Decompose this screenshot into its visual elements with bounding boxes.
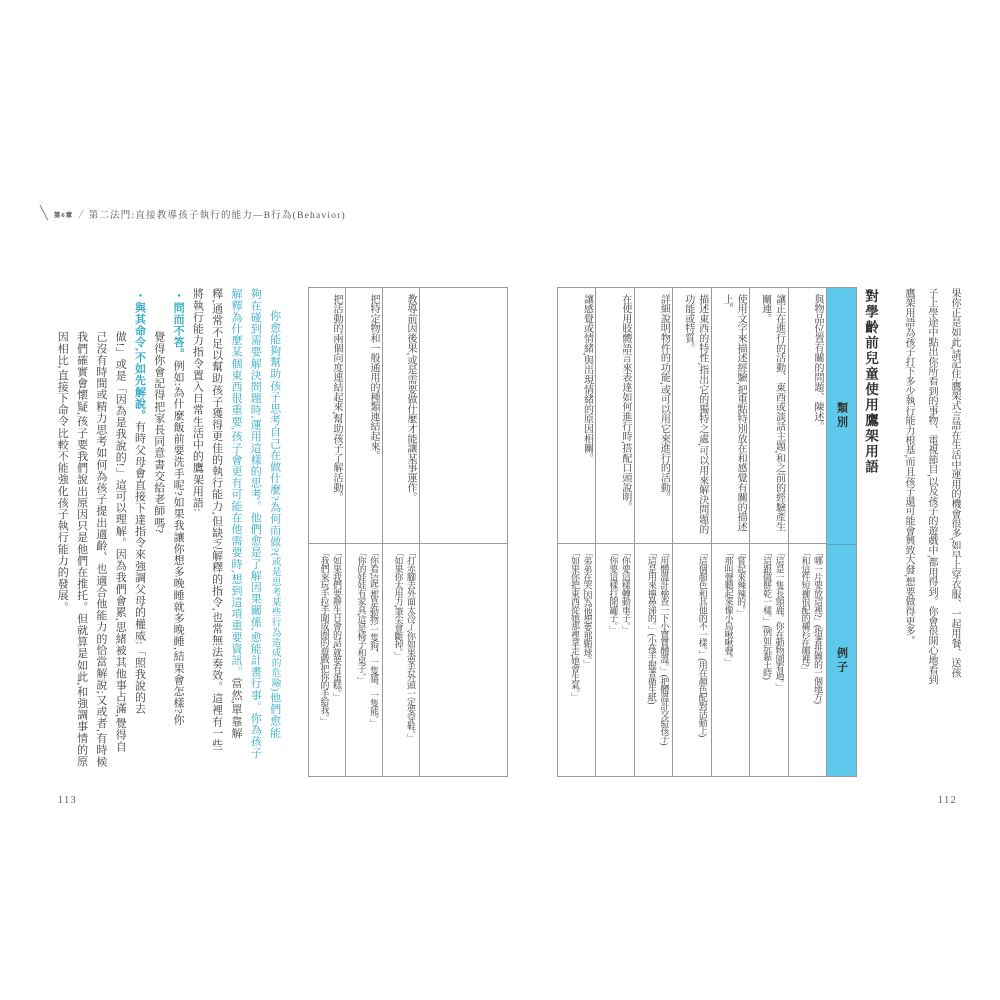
scaffold-table (557, 287, 857, 777)
body-line (187, 288, 206, 785)
empty-example-cell (420, 544, 507, 776)
body-text: 例如:為什麼飯前要洗手呢?如果我讓你想多晚睡就多晚睡,結果會怎樣?你 (172, 359, 185, 726)
body-text: 我們確實會懷疑,孩子要我們說出原因只是他們在推托。但就算是如此,和強調事情的原 (75, 331, 88, 767)
body-line (52, 288, 71, 785)
category-cell: 把特定物和一般通用的種類連結起來。 (346, 288, 382, 544)
table-header-category-cell (827, 288, 856, 545)
page-number-right: 112 (938, 795, 958, 806)
body-line (71, 288, 90, 785)
example-cell (596, 544, 633, 776)
intro-line: 子上學途中點出你所看到的事物、電視節目,以及孩子的遊戲中,都用得到。你會很開心地看到 (926, 288, 937, 685)
table-row (634, 288, 672, 776)
left-page-body (52, 288, 284, 785)
example-cell (383, 544, 419, 776)
category-cell: 讓正在進行的活動、東西或談話主題,和之前的經驗產生關連。 (750, 288, 787, 544)
highlighted-text: 解釋為什麼某個東西很重要,孩子會更有可能在他需要時,想到這項重要資訊。 (229, 288, 242, 678)
table-header-example-cell (827, 545, 856, 776)
example-line: 「我們來玩手拉手圍成圈的遊戲,把你的手給我。」 (319, 548, 330, 726)
table-row (382, 288, 419, 776)
table-header-category-label: 類別 (835, 402, 848, 430)
example-cell (789, 544, 826, 776)
table-title: 對學齡前兒童使用鷹架用語 (863, 289, 878, 475)
highlighted-text: 夠在碰到需要解決問題時,運用這樣的思考。他們愈是了解因果關係,愈能計畫行事。你為孩子 (249, 288, 262, 759)
table-row (711, 288, 749, 776)
example-line: 「如果你太用力,筆尖會斷掉。」 (393, 548, 404, 660)
running-head (40, 206, 346, 222)
bullet-line (129, 288, 148, 785)
example-line: 「你要這樣轉動車子。」 (620, 548, 631, 634)
example-cell (712, 544, 749, 776)
category-cell: 教導前因後果,或是需要做什麼才能讓某事運作。 (383, 288, 419, 544)
example-line: 「你要這樣打開罐子。」 (608, 548, 619, 634)
example-line: 「你的娃娃有家具,這是椅子和桌子。」 (356, 548, 367, 685)
example-line: 「這個顏色和其他的不一樣。」(用在顏色配對活動上) (697, 548, 708, 737)
body-text: 有時父母會直接下達指令來強調父母的權威:「照我說的去 (133, 420, 146, 715)
table-header-column (826, 288, 856, 776)
example-line: 「這跟做餅乾一樣。」(例如玩黏土時) (762, 548, 773, 680)
example-cell (309, 544, 345, 776)
example-line: 「如果我們要辦生日會的話,就要有蛋糕。」 (332, 548, 342, 701)
example-cell (558, 544, 595, 776)
body-line (148, 288, 167, 785)
body-line (245, 288, 264, 785)
bullet-lead-text: ・與其命令,不如先解說。 (133, 290, 146, 421)
body-line (264, 288, 283, 785)
category-cell: 使用文字來描述經驗,把重點特別放在和感覺有關的描述上。 (712, 288, 749, 544)
bullet-lead-text: ・問而不答。 (172, 290, 185, 360)
example-line: 「嘗起來辣辣的。」 (736, 548, 747, 618)
example-line: 「和這件短褲很配的襯衫在哪裡?」 (800, 548, 811, 675)
body-text: 己沒有時間或精力思考如何為孩子提出適齡、也適合他能力的恰當解說;又或者,有時候 (94, 331, 107, 768)
example-line: 「這是一隻長頸鹿。你在動物園看過。」 (774, 548, 785, 692)
body-line (226, 288, 245, 785)
category-cell: 讓感覺或情緒,與出現情緒的原因相關。 (558, 288, 595, 544)
chapter-tick-icon: ╲ (40, 205, 48, 220)
intro-line: 果你正是如此,請記住:鷹架式言語在生活中運用的機會很多,如早上穿衣服、一起用餐、送孩 (949, 288, 960, 678)
body-text: 將執行能力指令置入日常生活中的鷹架用語: (191, 288, 204, 513)
example-cell (750, 544, 787, 776)
scaffold-table-continued (308, 287, 508, 777)
example-cell (346, 544, 382, 776)
bullet-line (168, 288, 187, 785)
example-line: 「哪一片要放這裡?」(指著拼圖的一個地方) (813, 548, 823, 704)
example-line: 「那叫聲聽起來像小鳥啾啾聲。」 (723, 548, 734, 667)
example-cell (673, 544, 710, 776)
table-row (749, 288, 787, 776)
table-row (309, 288, 345, 776)
table-row (558, 288, 595, 776)
table-row (345, 288, 382, 776)
body-line (206, 288, 225, 785)
example-line: 「你看,這些都是動物:一隻狗、一隻貓、一隻熊。」 (369, 548, 379, 728)
table-header-example-label: 例子 (835, 646, 848, 675)
body-text: 釋,通常不足以幫助孩子獲得更佳的執行能力,但缺乏解釋的指令,也常無法奏效。這裡有一些 (210, 288, 223, 751)
example-line: 「打赤腳去外面太冷了,你如果要去外頭一定要穿鞋。」 (406, 548, 416, 742)
category-cell: 詳細說明物件的功能,或可以用它來進行的活動。 (635, 288, 672, 544)
page-number-left: 113 (58, 795, 78, 806)
intro-line: 鷹架用語為孩子打下多少執行能力根基,而且孩子還可能會興致大發,想要做得更多。 (903, 288, 914, 646)
category-cell: 把活動的兩個向度連結起來,幫助孩子了解活動。 (309, 288, 345, 544)
table-row (672, 288, 710, 776)
highlighted-text: 他們愈能 (268, 691, 281, 739)
highlighted-note-text: (或是思考某些行為造成的危險) (269, 552, 280, 692)
chapter-slash-icon: / (79, 206, 83, 221)
empty-category-cell (420, 288, 507, 544)
table-row (788, 288, 826, 776)
body-text: 覺得你會記得把家長同意書交給老師嗎? (152, 331, 165, 534)
category-cell: 與物品位置有關的問題、陳述。 (789, 288, 826, 544)
example-cell (635, 544, 672, 776)
table-empty-column (419, 288, 507, 776)
example-line: 「用體溫計檢查一下小寶寶體溫。」(把體溫計交給孩子) (659, 548, 670, 745)
example-line: 「如果你把東西從她那裡拿走,她會生氣。」 (569, 548, 580, 701)
body-text: 因相比,直接下命令比較不能強化孩子執行能力的發展。 (56, 331, 69, 613)
body-text: 當然,單靠解 (229, 677, 242, 739)
chapter-mark: 第6章 (53, 211, 74, 219)
table-row (595, 288, 633, 776)
category-cell: 在使用肢體語言來表達如何進行時,搭配口頭說明。 (596, 288, 633, 544)
right-page-intro (897, 288, 966, 720)
body-line (91, 288, 110, 785)
example-line: 「這是用來擤鼻涕的。」(小孩手握著衛生紙) (646, 548, 657, 704)
body-text: 做!」或是「因為是我說的!」這可以理解。因為我們會累,思緒被其他事占滿,覺得自 (114, 331, 127, 753)
example-line: 「弟弟在哭,因為他想要那顆球。」 (582, 548, 593, 668)
category-cell: 描述東西的特性,指出它的獨特之處,可以用來解決問題的功能或特質。 (673, 288, 710, 544)
body-line (110, 288, 129, 785)
highlighted-text: 你愈能夠幫助孩子思考自己在做什麼?為何而做? (268, 310, 281, 553)
running-head-title: 第二法門:直接教導孩子執行的能力—B行為(Behavior) (88, 211, 346, 221)
